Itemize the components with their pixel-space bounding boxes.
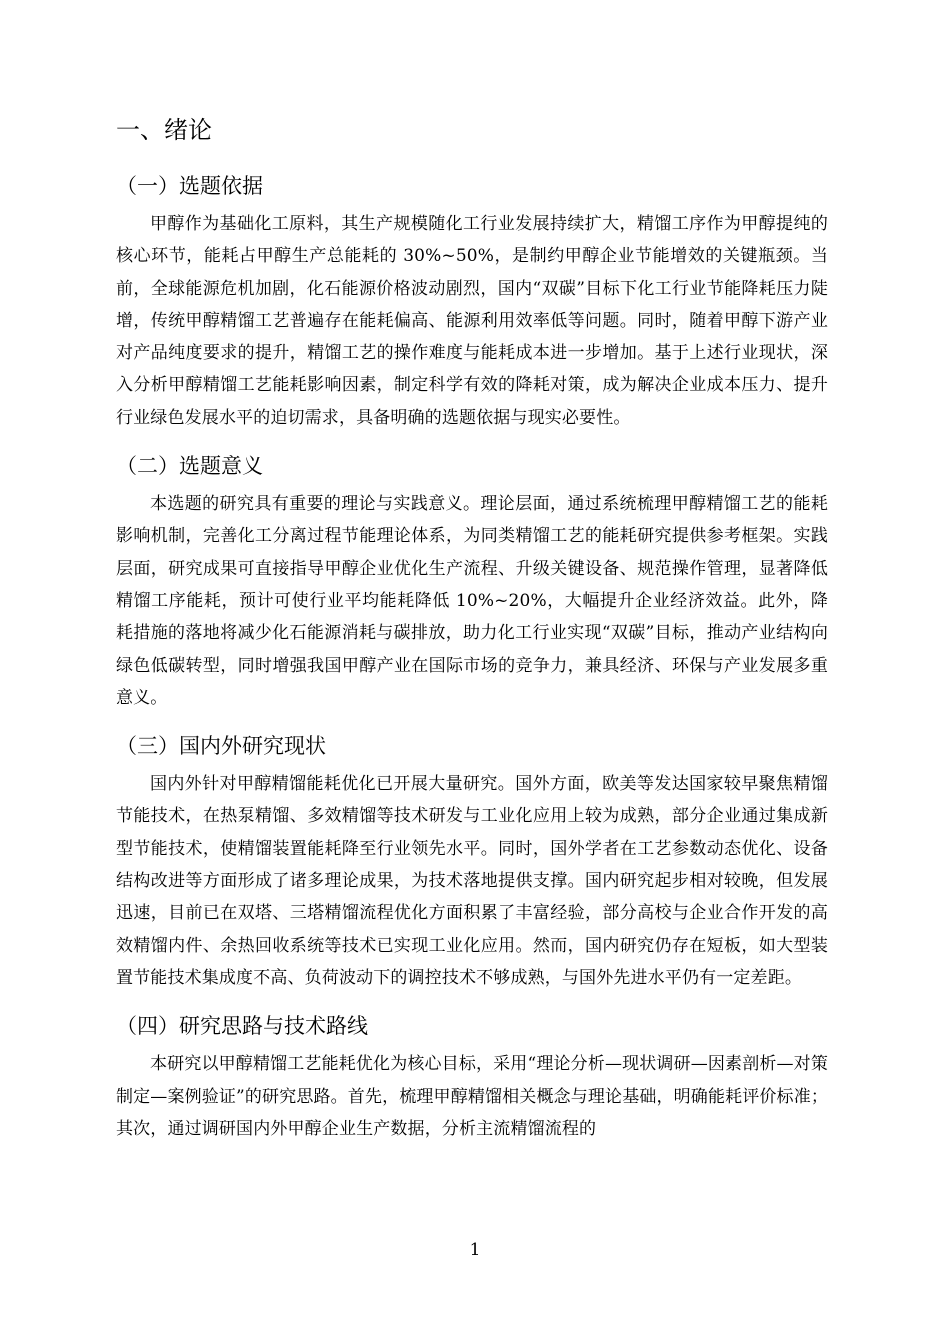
page-number: 1 (469, 1240, 481, 1260)
page-content (116, 110, 828, 1145)
section-paragraph-research-status: 国内外针对甲醇精馏能耗优化已开展大量研究。国外方面，欧美等发达国家较早聚焦精馏节能技术，在热泵精馏、多效精馏等技术研发与工业化应用上较为成熟，部分企业通过集成新型节能技术，使精馏装置能耗降至行业领先水平。同时，国外学者在工艺参数动态优化、设备结构改进等方面形成了诸多理论成果，为技术落地提供支撑。国内研究起步相对较晚，但发展迅速，目前已在双塔、三塔精馏流程优化方面积累了丰富经验，部分高校与企业合作开发的高效精馏内件、余热回收系统等技术已实现工业化应用。然而，国内研究仍存在短板，如大型装置节能技术集成度不高、负荷波动下的调控技术不够成熟，与国外先进水平仍有一定差距。 (116, 774, 828, 988)
section-heading-research-status: （三）国内外研究现状 (116, 734, 326, 759)
section-paragraph-basis: 甲醇作为基础化工原料，其生产规模随化工行业发展持续扩大，精馏工序作为甲醇提纯的核心环节，能耗占甲醇生产总能耗的 30%~50%，是制约甲醇企业节能增效的关键瓶颈。当前，全球能源危机加剧，化石能源价格波动剧烈，国内“双碳”目标下化工行业节能降耗压力陡增，传统甲醇精馏工艺普遍存在能耗偏高、能源利用效率低等问题。同时，随着甲醇下游产业对产品纯度要求的提升，精馏工艺的操作难度与能耗成本进一步增加。基于上述行业现状，深入分析甲醇精馏工艺能耗影响因素，制定科学有效的降耗对策，成为解决企业成本压力、提升行业绿色发展水平的迫切需求，具备明确的选题依据与现实必要性。 (116, 214, 828, 428)
section-heading-research-approach: （四）研究思路与技术路线 (116, 1014, 368, 1039)
chapter-title: 一、绪论 (116, 116, 212, 144)
section-paragraph-research-approach: 本研究以甲醇精馏工艺能耗优化为核心目标，采用“理论分析—现状调研—因素剖析—对策制定—案例验证”的研究思路。首先，梳理甲醇精馏相关概念与理论基础，明确能耗评价标准；其次，通过调研国内外甲醇企业生产数据，分析主流精馏流程的 (116, 1054, 828, 1139)
section-heading-significance: （二）选题意义 (116, 454, 263, 479)
section-paragraph-significance: 本选题的研究具有重要的理论与实践意义。理论层面，通过系统梳理甲醇精馏工艺的能耗影响机制，完善化工分离过程节能理论体系，为同类精馏工艺的能耗研究提供参考框架。实践层面，研究成果可直接指导甲醇企业优化生产流程、升级关键设备、规范操作管理，显著降低精馏工序能耗，预计可使行业平均能耗降低 10%~20%，大幅提升企业经济效益。此外，降耗措施的落地将减少化石能源消耗与碳排放，助力化工行业实现“双碳”目标，推动产业结构向绿色低碳转型，同时增强我国甲醇产业在国际市场的竞争力，兼具经济、环保与产业发展多重意义。 (116, 494, 828, 708)
section-heading-basis: （一）选题依据 (116, 174, 263, 198)
